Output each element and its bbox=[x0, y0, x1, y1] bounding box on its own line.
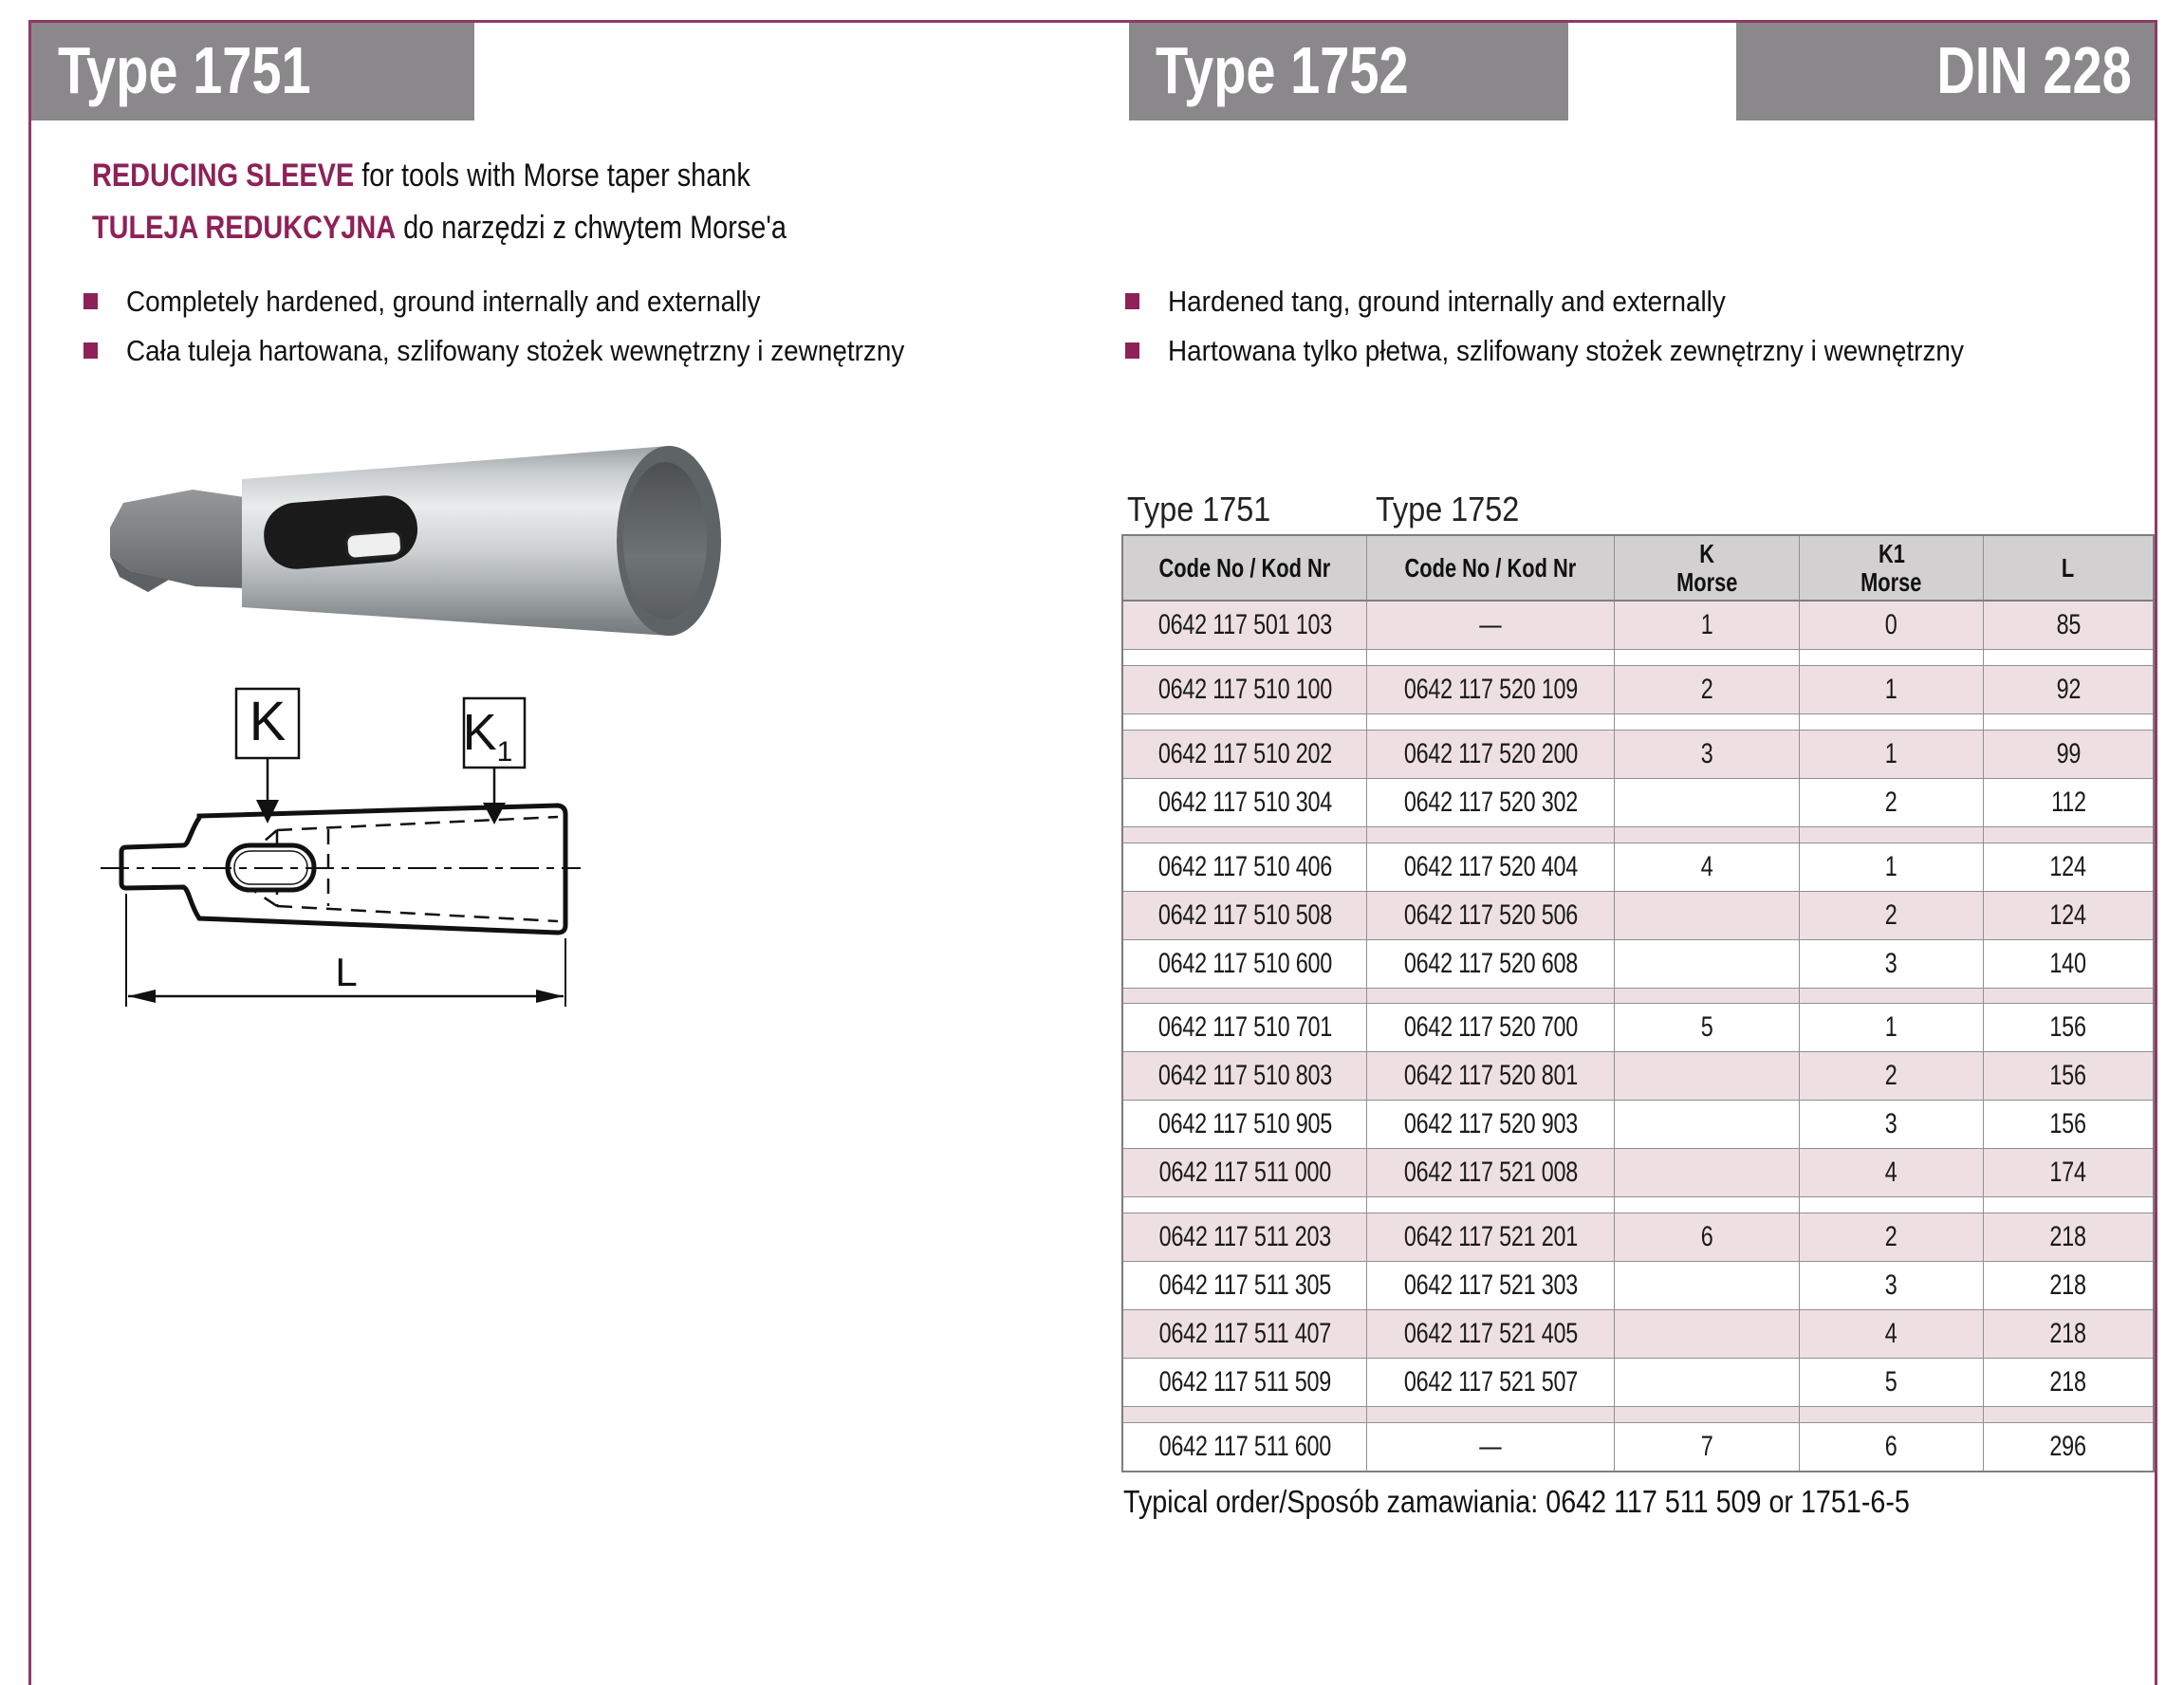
table-cell bbox=[1367, 650, 1615, 665]
table-cell: 92 bbox=[2056, 673, 2081, 705]
table-row bbox=[1123, 1423, 2153, 1471]
table-row bbox=[1123, 1262, 2153, 1310]
table-cell bbox=[1800, 827, 1984, 842]
table-body bbox=[1123, 602, 2153, 1471]
table-cell: 1 bbox=[1800, 1004, 1984, 1051]
table-cell bbox=[1615, 779, 1800, 826]
bullet-square-icon bbox=[1125, 293, 1139, 309]
table-cell: 0642 117 510 600 bbox=[1123, 940, 1367, 988]
table-cell: 0642 117 520 608 bbox=[1367, 940, 1615, 988]
product-table bbox=[1121, 534, 2155, 1472]
table-cell: 0642 117 511 509 bbox=[1123, 1359, 1367, 1406]
table-cell: 0642 117 520 506 bbox=[1367, 892, 1615, 939]
table-row bbox=[1123, 1052, 2153, 1101]
k-label: K bbox=[249, 691, 287, 752]
intro-en-bold: REDUCING SLEEVE bbox=[92, 157, 355, 194]
table-row bbox=[1123, 892, 2153, 940]
title-bar-type-1751-label: Type 1751 bbox=[58, 33, 311, 107]
header-k-morse: K Morse bbox=[1615, 536, 1800, 600]
table-cell bbox=[1984, 714, 2153, 730]
table-cell: 156 bbox=[2049, 1108, 2087, 1140]
header-l: L bbox=[2062, 552, 2075, 583]
table-cell bbox=[1615, 1262, 1800, 1309]
table-cell bbox=[1800, 1407, 1984, 1422]
table-cell: 6 bbox=[1615, 1213, 1800, 1261]
technical-drawing bbox=[85, 669, 636, 1015]
sleeve-slot bbox=[262, 493, 420, 571]
table-cell bbox=[1800, 989, 1984, 1004]
table-cell bbox=[1615, 714, 1800, 730]
intro-pl-bold: TULEJA REDUKCYJNA bbox=[92, 210, 397, 246]
table-cell: 0642 117 510 202 bbox=[1123, 731, 1367, 778]
table-cell bbox=[1984, 650, 2153, 665]
table-cell: 0642 117 510 304 bbox=[1123, 779, 1367, 826]
feature-left-2-text: Cała tuleja hartowana, szlifowany stożek wewnętrzny i zewnętrzny bbox=[126, 334, 905, 367]
table-cell: 0642 117 520 109 bbox=[1367, 666, 1615, 713]
table-cell: 2 bbox=[1800, 779, 1984, 826]
table-cell: 1 bbox=[1800, 666, 1984, 713]
table-cell bbox=[1984, 989, 2153, 1004]
table-cell bbox=[1367, 714, 1615, 730]
table-cell: 7 bbox=[1615, 1423, 1800, 1471]
table-cell: 0642 117 520 302 bbox=[1367, 779, 1615, 826]
sleeve-opening-hole bbox=[623, 462, 707, 620]
table-cell: 0642 117 520 700 bbox=[1367, 1004, 1615, 1051]
table-cell: 1 bbox=[1800, 843, 1984, 891]
table-cell: 174 bbox=[2049, 1157, 2087, 1189]
slot-through-hole bbox=[345, 530, 402, 559]
table-row bbox=[1123, 843, 2153, 892]
table-cell: 156 bbox=[2049, 1011, 2087, 1044]
header-code-1751: Code No / Kod Nr bbox=[1123, 536, 1367, 600]
bullet-square-icon bbox=[83, 293, 98, 309]
feature-right-2 bbox=[1125, 334, 2052, 368]
table-cell: 0642 117 520 801 bbox=[1367, 1052, 1615, 1100]
table-cell: 0642 117 511 305 bbox=[1123, 1262, 1367, 1309]
table-row bbox=[1123, 731, 2153, 779]
table-cell bbox=[1123, 989, 1367, 1004]
table-cell: 99 bbox=[2056, 737, 2081, 769]
l-label: L bbox=[335, 950, 358, 994]
table-cell: 85 bbox=[2056, 608, 2081, 640]
table-cell bbox=[1984, 1407, 2153, 1422]
table-cell bbox=[1615, 892, 1800, 939]
table-cell: 0642 117 521 201 bbox=[1367, 1213, 1615, 1261]
table-cell: 140 bbox=[2049, 947, 2087, 979]
table-cell bbox=[1615, 1197, 1800, 1213]
table-cell bbox=[1615, 1407, 1800, 1422]
table-cell bbox=[1984, 827, 2153, 842]
table-cell bbox=[1615, 1052, 1800, 1100]
sleeve-tang bbox=[110, 490, 245, 592]
table-cell: 218 bbox=[2049, 1269, 2087, 1302]
table-cell: 5 bbox=[1800, 1359, 1984, 1406]
table-cell bbox=[1615, 1359, 1800, 1406]
table-cell bbox=[1367, 1407, 1615, 1422]
table-cell: 0642 117 510 406 bbox=[1123, 843, 1367, 891]
table-cell: 296 bbox=[2049, 1430, 2087, 1462]
table-row bbox=[1123, 827, 2153, 843]
title-bar-type-1752-label: Type 1752 bbox=[1156, 33, 1409, 107]
table-cell bbox=[1800, 650, 1984, 665]
title-bar-din-228-label: DIN 228 bbox=[1936, 33, 2132, 107]
table-cell bbox=[1123, 827, 1367, 842]
table-row bbox=[1123, 779, 2153, 827]
table-cell: — bbox=[1367, 602, 1615, 649]
dimension-arrow-left-icon bbox=[128, 990, 156, 1003]
table-cell: 0642 117 521 303 bbox=[1367, 1262, 1615, 1309]
table-cell: 3 bbox=[1615, 731, 1800, 778]
feature-right-2-text: Hartowana tylko płetwa, szlifowany stożek zewnętrzny i wewnętrzny bbox=[1168, 334, 1964, 367]
table-cell: 4 bbox=[1615, 843, 1800, 891]
table-cell: 0642 117 501 103 bbox=[1123, 602, 1367, 649]
table-cell: 4 bbox=[1800, 1149, 1984, 1196]
typical-order-note: Typical order/Sposób zamawiania: 0642 117 511 509 or 1751-6-5 bbox=[1123, 1484, 1910, 1519]
table-cell: 218 bbox=[2049, 1366, 2087, 1398]
table-cell bbox=[1367, 989, 1615, 1004]
table-cell: 0642 117 521 008 bbox=[1367, 1149, 1615, 1196]
header-k1-morse: K1 Morse bbox=[1800, 536, 1984, 600]
table-cell bbox=[1367, 1197, 1615, 1213]
table-cell: 5 bbox=[1615, 1004, 1800, 1051]
table-cell bbox=[1615, 827, 1800, 842]
bullet-square-icon bbox=[1125, 343, 1139, 359]
table-row bbox=[1123, 1213, 2153, 1262]
table-cell: 112 bbox=[2050, 786, 2086, 818]
table-row bbox=[1123, 940, 2153, 989]
table-cell bbox=[1615, 1310, 1800, 1358]
feature-left-1-text: Completely hardened, ground internally and externally bbox=[126, 285, 761, 318]
table-cell: — bbox=[1367, 1423, 1615, 1471]
header-code-1752: Code No / Kod Nr bbox=[1367, 536, 1615, 600]
table-cell: 3 bbox=[1800, 940, 1984, 988]
table-cell: 0642 117 511 203 bbox=[1123, 1213, 1367, 1261]
table-row bbox=[1123, 1407, 2153, 1423]
table-row bbox=[1123, 714, 2153, 731]
dimension-arrow-right-icon bbox=[536, 990, 564, 1003]
table-cell: 0642 117 510 508 bbox=[1123, 892, 1367, 939]
table-cell: 2 bbox=[1800, 1052, 1984, 1100]
table-cell bbox=[1615, 940, 1800, 988]
table-cell: 2 bbox=[1615, 666, 1800, 713]
table-cell: 2 bbox=[1800, 1213, 1984, 1261]
table-cell: 0642 117 510 905 bbox=[1123, 1101, 1367, 1148]
table-cell: 0642 117 511 407 bbox=[1123, 1310, 1367, 1358]
table-row bbox=[1123, 1149, 2153, 1197]
table-header-row bbox=[1123, 536, 2153, 602]
table-cell: 0642 117 511 000 bbox=[1123, 1149, 1367, 1196]
title-bar-type-1751 bbox=[31, 23, 474, 120]
table-caption-type-1752: Type 1752 bbox=[1376, 490, 1520, 528]
intro-line-pl bbox=[92, 210, 909, 247]
table-cell: 0642 117 510 100 bbox=[1123, 666, 1367, 713]
table-row bbox=[1123, 1310, 2153, 1359]
table-cell: 0642 117 520 404 bbox=[1367, 843, 1615, 891]
table-cell: 2 bbox=[1800, 892, 1984, 939]
table-cell: 218 bbox=[2049, 1221, 2087, 1253]
table-row bbox=[1123, 1101, 2153, 1149]
table-cell: 0642 117 510 701 bbox=[1123, 1004, 1367, 1051]
feature-right-1-text: Hardened tang, ground internally and externally bbox=[1168, 285, 1726, 318]
table-cell bbox=[1367, 827, 1615, 842]
table-cell bbox=[1615, 1101, 1800, 1148]
product-photo bbox=[102, 425, 729, 653]
table-cell bbox=[1800, 1197, 1984, 1213]
table-cell: 6 bbox=[1800, 1423, 1984, 1471]
k1-label: $K_1$ bbox=[462, 704, 513, 768]
table-cell: 1 bbox=[1615, 602, 1800, 649]
table-row bbox=[1123, 1359, 2153, 1407]
table-cell bbox=[1123, 1197, 1367, 1213]
table-cell: 0642 117 510 803 bbox=[1123, 1052, 1367, 1100]
table-cell bbox=[1984, 1197, 2153, 1213]
table-cell: 3 bbox=[1800, 1101, 1984, 1148]
table-cell bbox=[1615, 650, 1800, 665]
title-bar-type-1752 bbox=[1129, 23, 1568, 120]
table-cell: 156 bbox=[2049, 1060, 2087, 1092]
feature-left-2 bbox=[83, 334, 990, 368]
table-cell: 218 bbox=[2049, 1318, 2087, 1350]
feature-left-1 bbox=[83, 285, 831, 319]
table-cell bbox=[1123, 714, 1367, 730]
intro-en-rest: for tools with Morse taper shank bbox=[354, 157, 750, 194]
table-cell: 3 bbox=[1800, 1262, 1984, 1309]
table-cell bbox=[1615, 989, 1800, 1004]
table-cell: 124 bbox=[2049, 850, 2087, 882]
table-cell: 0642 117 520 903 bbox=[1367, 1101, 1615, 1148]
table-row bbox=[1123, 602, 2153, 650]
table-cell: 0642 117 520 200 bbox=[1367, 731, 1615, 778]
table-cell bbox=[1123, 1407, 1367, 1422]
frame-left-line bbox=[28, 20, 31, 1685]
table-cell: 0642 117 521 405 bbox=[1367, 1310, 1615, 1358]
table-cell bbox=[1615, 1149, 1800, 1196]
intro-pl-rest: do narzędzi z chwytem Morse'a bbox=[396, 210, 787, 246]
table-cell: 4 bbox=[1800, 1310, 1984, 1358]
table-cell: 1 bbox=[1800, 731, 1984, 778]
table-caption-type-1751: Type 1751 bbox=[1127, 490, 1271, 528]
table-cell: 0642 117 521 507 bbox=[1367, 1359, 1615, 1406]
frame-right-line bbox=[2155, 20, 2157, 1685]
table-row bbox=[1123, 666, 2153, 714]
intro-line-en bbox=[92, 157, 866, 194]
table-row bbox=[1123, 1004, 2153, 1052]
bullet-square-icon bbox=[83, 343, 98, 359]
table-row bbox=[1123, 989, 2153, 1005]
feature-right-1 bbox=[1125, 285, 1787, 319]
table-cell: 0 bbox=[1800, 602, 1984, 649]
table-row bbox=[1123, 650, 2153, 666]
table-cell bbox=[1123, 650, 1367, 665]
table-cell bbox=[1800, 714, 1984, 730]
table-row bbox=[1123, 1197, 2153, 1213]
title-bar-din-228 bbox=[1736, 23, 2155, 120]
table-cell: 124 bbox=[2049, 898, 2087, 931]
table-cell: 0642 117 511 600 bbox=[1123, 1423, 1367, 1471]
